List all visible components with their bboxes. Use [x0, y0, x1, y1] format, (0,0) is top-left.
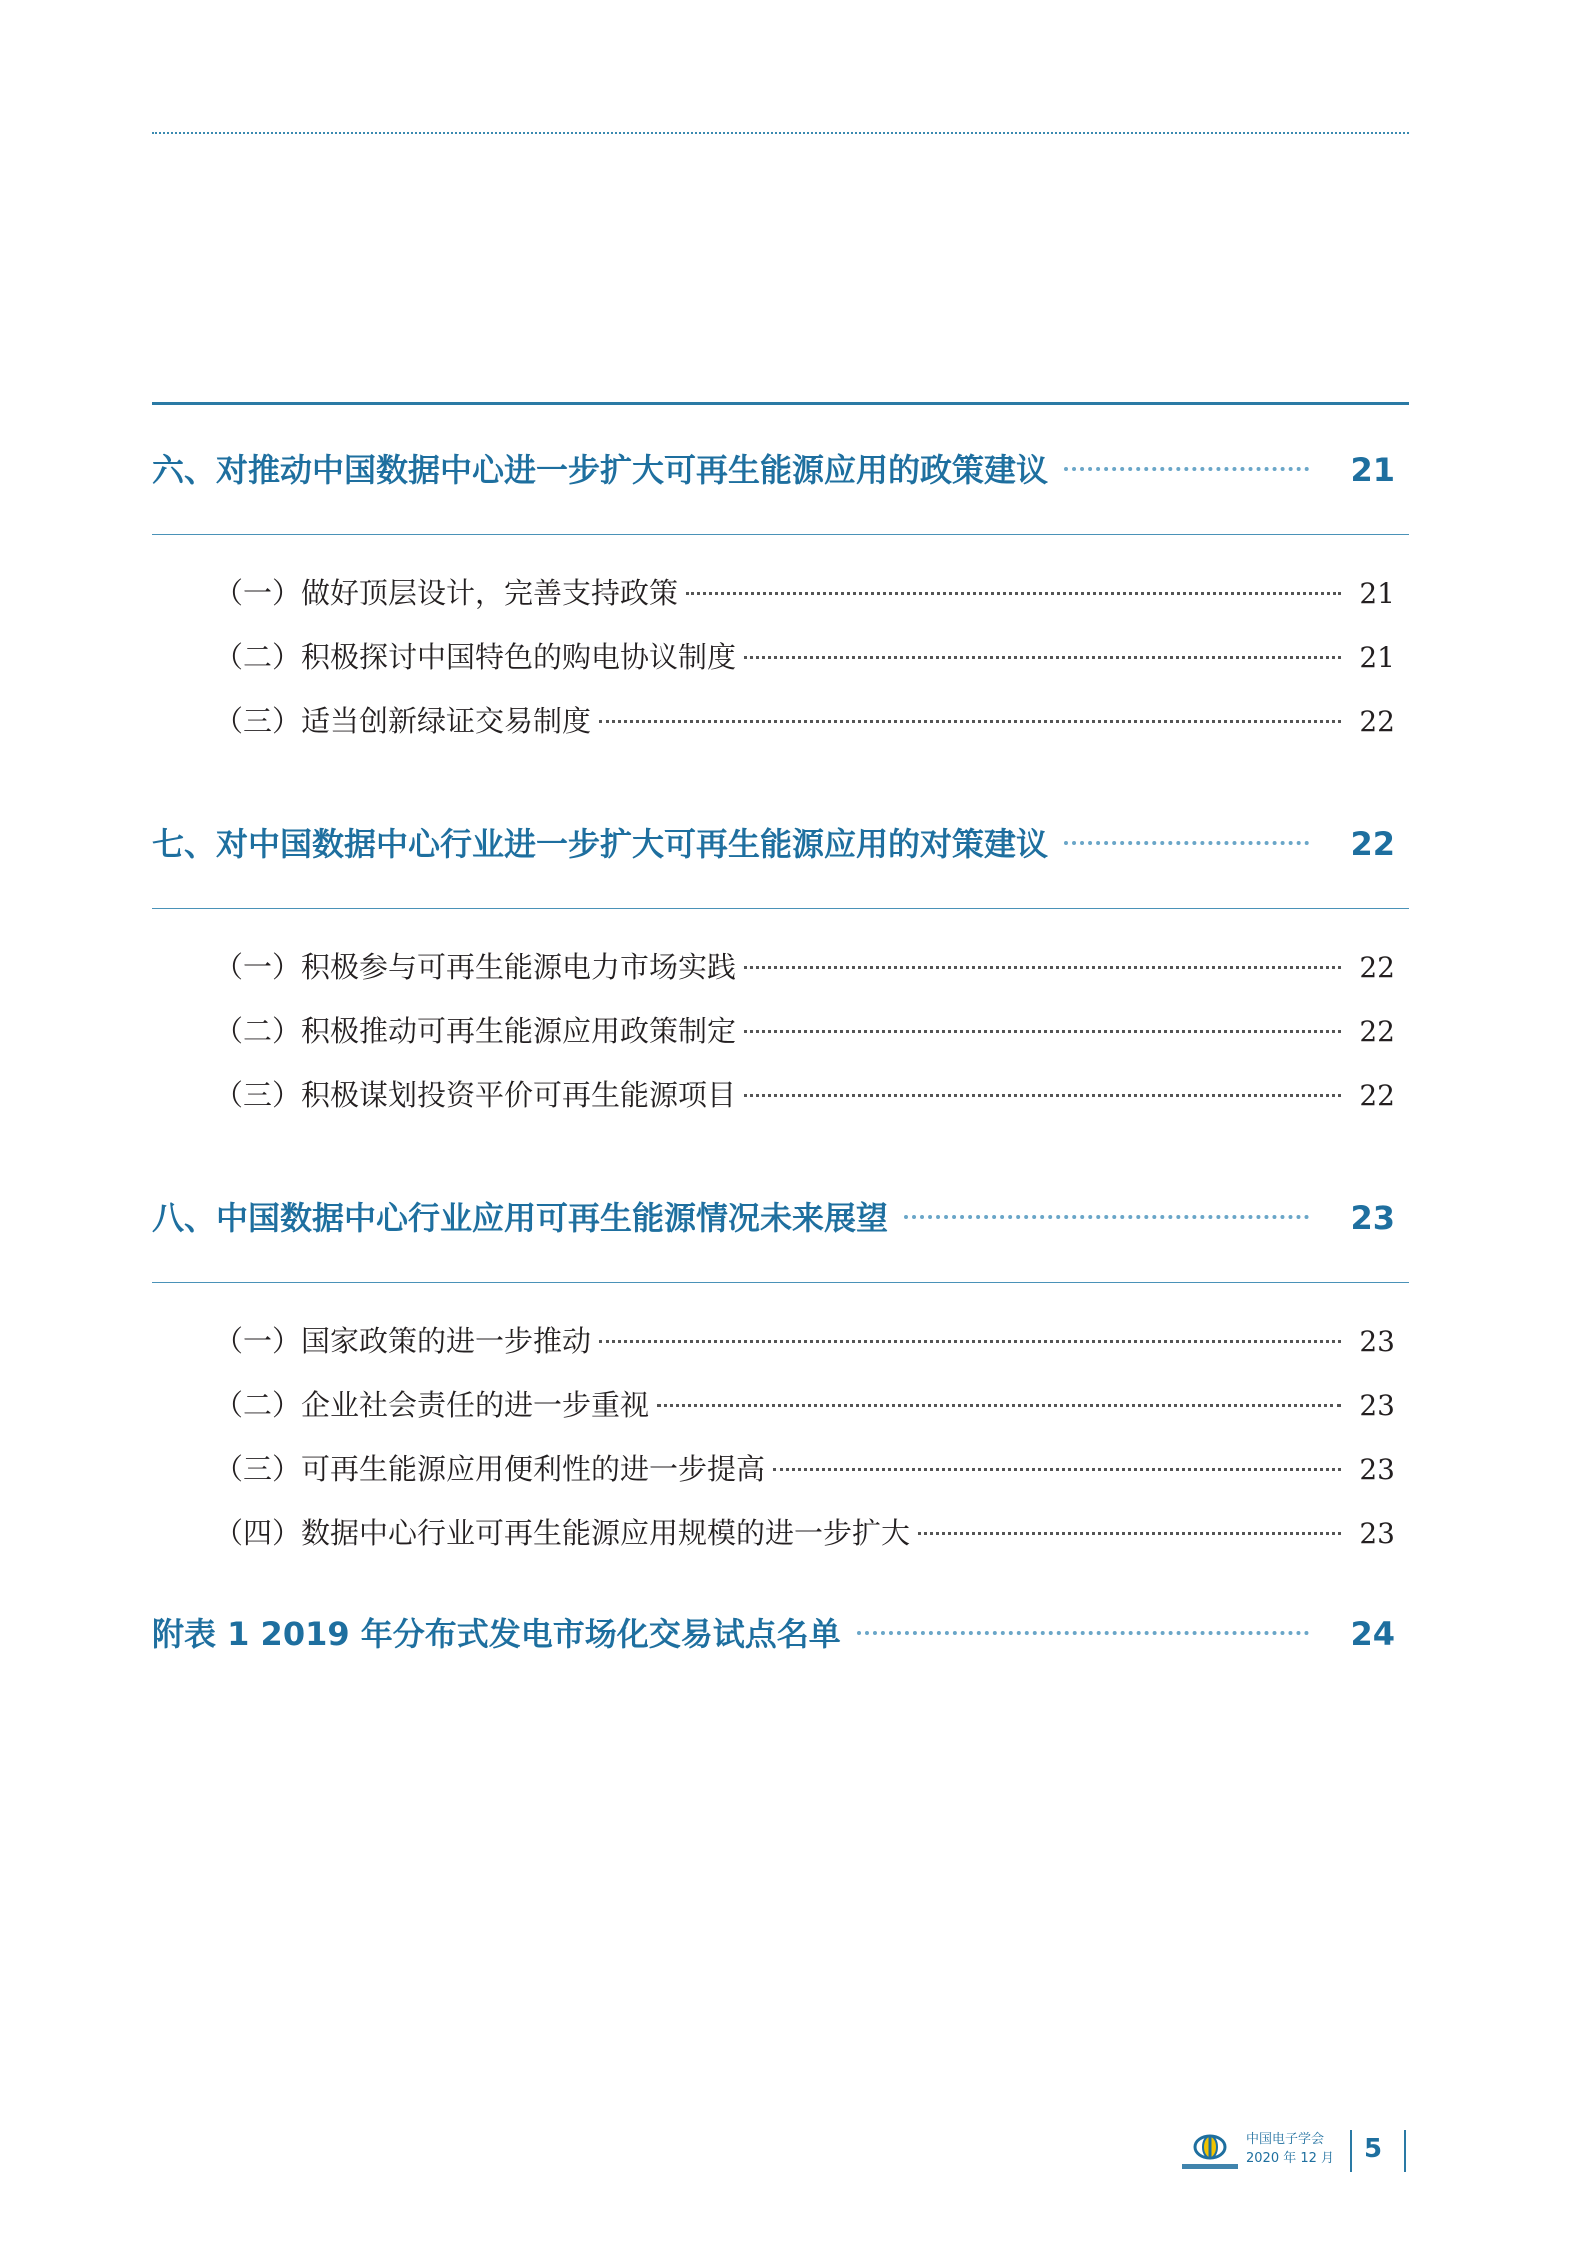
appendix-page-number: 24	[1350, 1615, 1395, 1653]
toc-subsection[interactable]	[152, 689, 1409, 753]
toc-subsection[interactable]	[152, 1437, 1409, 1501]
dot-leader	[686, 592, 1341, 595]
dot-leader	[744, 1094, 1341, 1097]
subsection-page-number: 21	[1359, 641, 1395, 674]
toc-section-heading[interactable]	[152, 405, 1409, 535]
toc-section-heading[interactable]	[152, 1153, 1409, 1283]
section-title: 七、对中国数据中心行业进一步扩大可再生能源应用的对策建议	[152, 825, 1049, 863]
section-title: 八、中国数据中心行业应用可再生能源情况未来展望	[152, 1199, 889, 1237]
toc-section-heading[interactable]	[152, 779, 1409, 909]
dot-leader	[744, 1030, 1341, 1033]
dot-leader	[657, 1404, 1341, 1407]
section-page-number: 21	[1350, 451, 1395, 489]
page-number: 5	[1364, 2134, 1383, 2164]
subsection-page-number: 23	[1359, 1325, 1395, 1358]
footer-date: 2020 年 12 月	[1246, 2151, 1335, 2166]
toc-subsection[interactable]	[152, 1063, 1409, 1127]
subsection-page-number: 22	[1359, 705, 1395, 738]
subsection-page-number: 23	[1359, 1453, 1395, 1486]
subsection-title: （一）积极参与可再生能源电力市场实践	[214, 950, 737, 984]
toc-section	[152, 1591, 1409, 1677]
toc-subsection-list	[152, 535, 1409, 779]
subsection-page-number: 22	[1359, 1015, 1395, 1048]
toc-subsection-list	[152, 909, 1409, 1153]
dot-leader	[904, 1215, 1309, 1219]
subsection-page-number: 22	[1359, 1079, 1395, 1112]
subsection-page-number: 23	[1359, 1389, 1395, 1422]
table-of-contents	[152, 405, 1409, 1677]
toc-subsection[interactable]	[152, 1501, 1409, 1565]
dot-leader	[857, 1631, 1309, 1635]
page-footer	[1180, 2128, 1420, 2178]
section-title: 六、对推动中国数据中心进一步扩大可再生能源应用的政策建议	[152, 451, 1049, 489]
toc-section-heading[interactable]	[152, 1591, 1409, 1677]
subsection-title: （三）适当创新绿证交易制度	[214, 704, 592, 738]
toc-subsection[interactable]	[152, 561, 1409, 625]
subsection-title: （二）积极探讨中国特色的购电协议制度	[214, 640, 737, 674]
section-page-number: 22	[1350, 825, 1395, 863]
subsection-title: （二）积极推动可再生能源应用政策制定	[214, 1014, 737, 1048]
subsection-title: （二）企业社会责任的进一步重视	[214, 1388, 650, 1422]
footer-divider	[1350, 2130, 1352, 2172]
toc-subsection-list	[152, 1283, 1409, 1591]
top-dotted-divider	[152, 132, 1409, 134]
dot-leader	[599, 720, 1341, 723]
dot-leader	[1064, 841, 1309, 845]
toc-section	[152, 779, 1409, 1153]
toc-section	[152, 405, 1409, 779]
dot-leader	[1064, 467, 1309, 471]
toc-subsection[interactable]	[152, 935, 1409, 999]
toc-subsection[interactable]	[152, 625, 1409, 689]
cie-logo-icon	[1180, 2132, 1240, 2174]
toc-section	[152, 1153, 1409, 1591]
subsection-page-number: 21	[1359, 577, 1395, 610]
toc-subsection[interactable]	[152, 999, 1409, 1063]
subsection-title: （四）数据中心行业可再生能源应用规模的进一步扩大	[214, 1516, 911, 1550]
dot-leader	[744, 656, 1341, 659]
appendix-title: 附表 1 2019 年分布式发电市场化交易试点名单	[152, 1615, 841, 1653]
toc-subsection[interactable]	[152, 1309, 1409, 1373]
toc-subsection[interactable]	[152, 1373, 1409, 1437]
subsection-title: （三）积极谋划投资平价可再生能源项目	[214, 1078, 737, 1112]
footer-divider	[1404, 2130, 1406, 2172]
subsection-title: （一）做好顶层设计，完善支持政策	[214, 576, 679, 610]
subsection-title: （一）国家政策的进一步推动	[214, 1324, 592, 1358]
subsection-page-number: 23	[1359, 1517, 1395, 1550]
dot-leader	[918, 1532, 1341, 1535]
dot-leader	[744, 966, 1341, 969]
dot-leader	[773, 1468, 1341, 1471]
footer-org-info	[1246, 2130, 1334, 2168]
subsection-page-number: 22	[1359, 951, 1395, 984]
subsection-title: （三）可再生能源应用便利性的进一步提高	[214, 1452, 766, 1486]
dot-leader	[599, 1340, 1341, 1343]
footer-org-name: 中国电子学会	[1246, 2132, 1325, 2147]
section-page-number: 23	[1350, 1199, 1395, 1237]
